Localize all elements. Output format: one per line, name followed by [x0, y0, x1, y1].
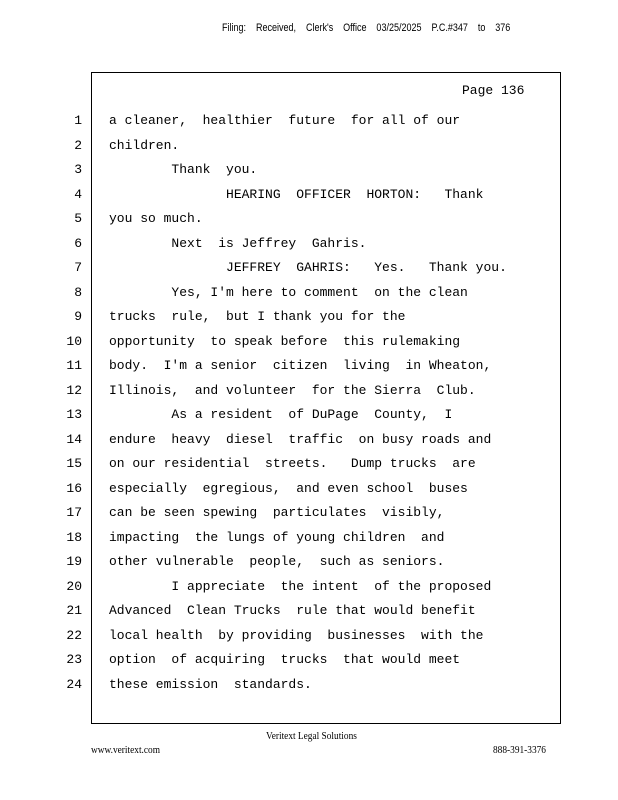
line-number: 15	[66, 456, 82, 471]
transcript-line: As a resident of DuPage County, I	[109, 407, 453, 422]
line-number: 17	[66, 505, 82, 520]
transcript-line: Advanced Clean Trucks rule that would benefit	[109, 603, 476, 618]
filing-to: to	[477, 22, 486, 34]
filing-header	[222, 22, 518, 34]
transcript-line: I appreciate the intent of the proposed	[109, 578, 492, 594]
transcript-line: Yes, I'm here to comment on the clean	[109, 284, 468, 300]
line-number: 8	[74, 284, 82, 300]
line-number: 1	[74, 113, 82, 128]
line-number: 2	[74, 137, 82, 153]
transcript-line: can be seen spewing particulates visibly,	[109, 505, 445, 520]
transcript-line: children.	[109, 137, 180, 153]
line-number: 23	[66, 652, 82, 667]
transcript-line: Next is Jeffrey Gahris.	[109, 235, 367, 251]
line-number: 20	[66, 578, 82, 594]
line-number: 16	[66, 480, 82, 496]
filing-end-page: 376	[495, 22, 511, 34]
line-number: 24	[66, 676, 82, 692]
transcript-line: impacting the lungs of young children and	[109, 529, 445, 545]
transcript-line: local health by providing businesses with the	[109, 627, 484, 643]
transcript-text	[109, 113, 549, 701]
footer-company: Veritext Legal Solutions	[266, 730, 357, 742]
line-number: 18	[66, 529, 82, 545]
line-number: 13	[66, 407, 82, 422]
line-number: 3	[74, 162, 82, 177]
transcript-line: opportunity to speak before this rulemaking	[109, 333, 461, 349]
transcript-line: Illinois, and volunteer for the Sierra Club.	[109, 382, 476, 398]
line-number: 6	[74, 235, 82, 251]
transcript-line: a cleaner, healthier future for all of our	[109, 113, 461, 128]
line-number: 21	[66, 603, 82, 618]
transcript-line: especially egregious, and even school buses	[109, 480, 468, 496]
transcript-line: Thank you.	[109, 162, 258, 177]
transcript-line: on our residential streets. Dump trucks are	[109, 456, 476, 471]
line-number: 7	[74, 260, 82, 275]
line-number: 5	[74, 211, 82, 226]
filing-date: 03/25/2025	[376, 22, 422, 34]
transcript-line: endure heavy diesel traffic on busy roads and	[109, 431, 492, 447]
line-number: 10	[66, 333, 82, 349]
transcript-line: HEARING OFFICER HORTON: Thank	[109, 186, 484, 202]
footer-phone: 888-391-3376	[493, 744, 546, 756]
footer-website: www.veritext.com	[91, 744, 160, 756]
filing-pc-number: P.C.#347	[431, 22, 468, 34]
line-number: 19	[66, 554, 82, 569]
filing-office: Office	[343, 22, 367, 34]
line-number: 11	[66, 358, 82, 373]
transcript-line: JEFFREY GAHRIS: Yes. Thank you.	[109, 260, 507, 275]
line-number-column	[60, 113, 82, 701]
filing-clerks: Clerk's	[305, 22, 334, 34]
filing-label: Filing:	[222, 22, 247, 34]
transcript-line: trucks rule, but I thank you for the	[109, 309, 406, 324]
transcript-line: these emission standards.	[109, 676, 312, 692]
transcript-line: body. I'm a senior citizen living in Wheaton,	[109, 358, 492, 373]
filing-received: Received,	[255, 22, 297, 34]
line-number: 12	[66, 382, 82, 398]
line-number: 9	[74, 309, 82, 324]
transcript-line: you so much.	[109, 211, 203, 226]
transcript-line: option of acquiring trucks that would meet	[109, 652, 461, 667]
line-number: 22	[66, 627, 82, 643]
line-number: 4	[74, 186, 82, 202]
page-number: Page 136	[462, 83, 525, 98]
transcript-line: other vulnerable people, such as seniors.	[109, 554, 445, 569]
line-number: 14	[66, 431, 82, 447]
